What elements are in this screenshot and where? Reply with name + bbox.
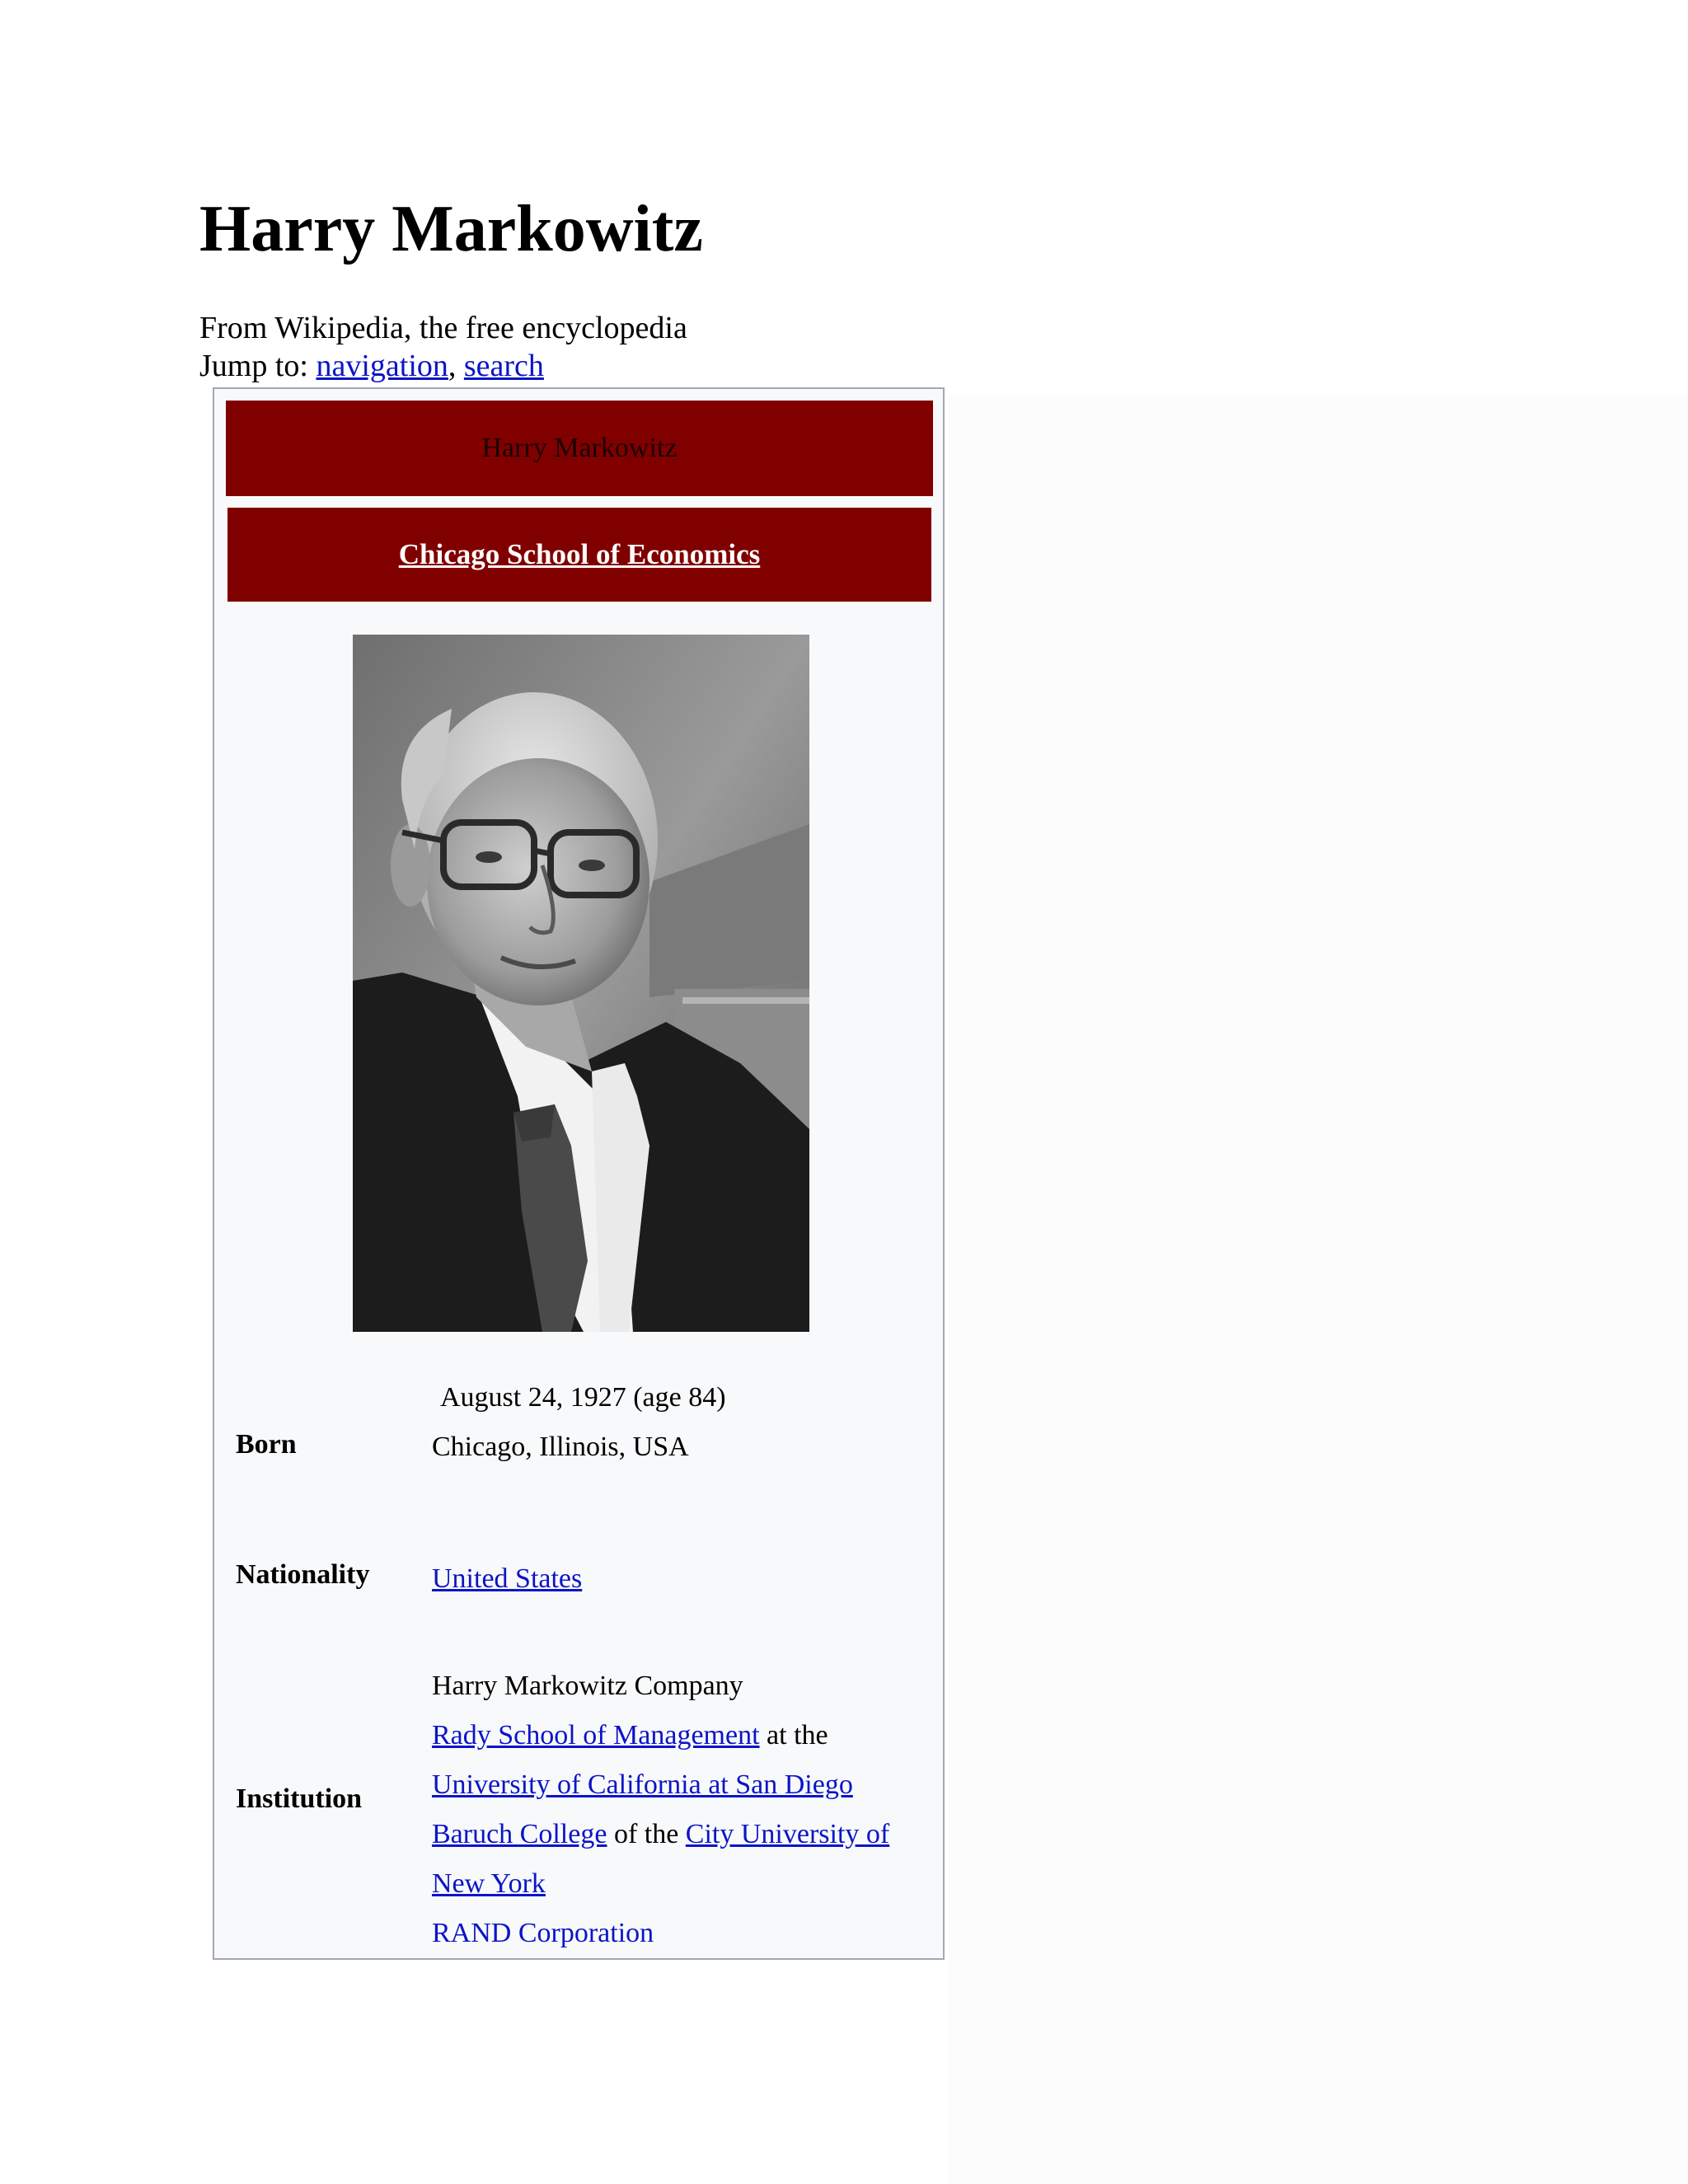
born-value	[432, 1373, 726, 1472]
infobox-header-title: Harry Markowitz	[481, 433, 678, 463]
baruch-college-link[interactable]: Baruch College	[432, 1819, 607, 1849]
page-background-shade	[948, 396, 1688, 2184]
born-date: August 24, 1927 (age 84)	[440, 1382, 726, 1413]
jump-to-label: Jump to:	[199, 349, 308, 383]
chicago-school-link[interactable]: Chicago School of Economics	[398, 538, 761, 570]
infobox	[213, 387, 945, 1960]
cuny-link-part2[interactable]: New York	[432, 1868, 546, 1899]
portrait-illustration	[353, 635, 809, 1332]
born-label: Born	[236, 1429, 297, 1460]
rady-school-link[interactable]: Rady School of Management	[432, 1720, 760, 1750]
site-tagline: From Wikipedia, the free encyclopedia	[199, 311, 687, 345]
cuny-link-part1[interactable]: City University of	[685, 1819, 890, 1849]
page-title: Harry Markowitz	[199, 193, 703, 265]
nationality-label: Nationality	[236, 1559, 370, 1590]
institution-label: Institution	[236, 1783, 363, 1814]
institution-company: Harry Markowitz Company	[432, 1671, 743, 1701]
jump-search-link[interactable]: search	[463, 349, 544, 383]
ucsd-link[interactable]: University of California at San Diego	[432, 1769, 853, 1800]
united-states-link[interactable]: United States	[432, 1563, 583, 1594]
jump-navigation-link[interactable]: navigation	[316, 349, 448, 383]
portrait-photo	[353, 635, 809, 1332]
infobox-school-banner	[227, 508, 931, 602]
jump-separator: ,	[448, 349, 457, 383]
nationality-value	[432, 1554, 582, 1604]
institution-value	[432, 1661, 889, 1958]
rand-corporation: RAND Corporation	[432, 1918, 654, 1948]
infobox-header	[226, 401, 933, 496]
jump-to-bar	[199, 346, 544, 386]
born-place: Chicago, Illinois, USA	[432, 1432, 689, 1462]
of-the-text: of the	[613, 1819, 679, 1849]
at-the-text: at the	[767, 1720, 828, 1750]
